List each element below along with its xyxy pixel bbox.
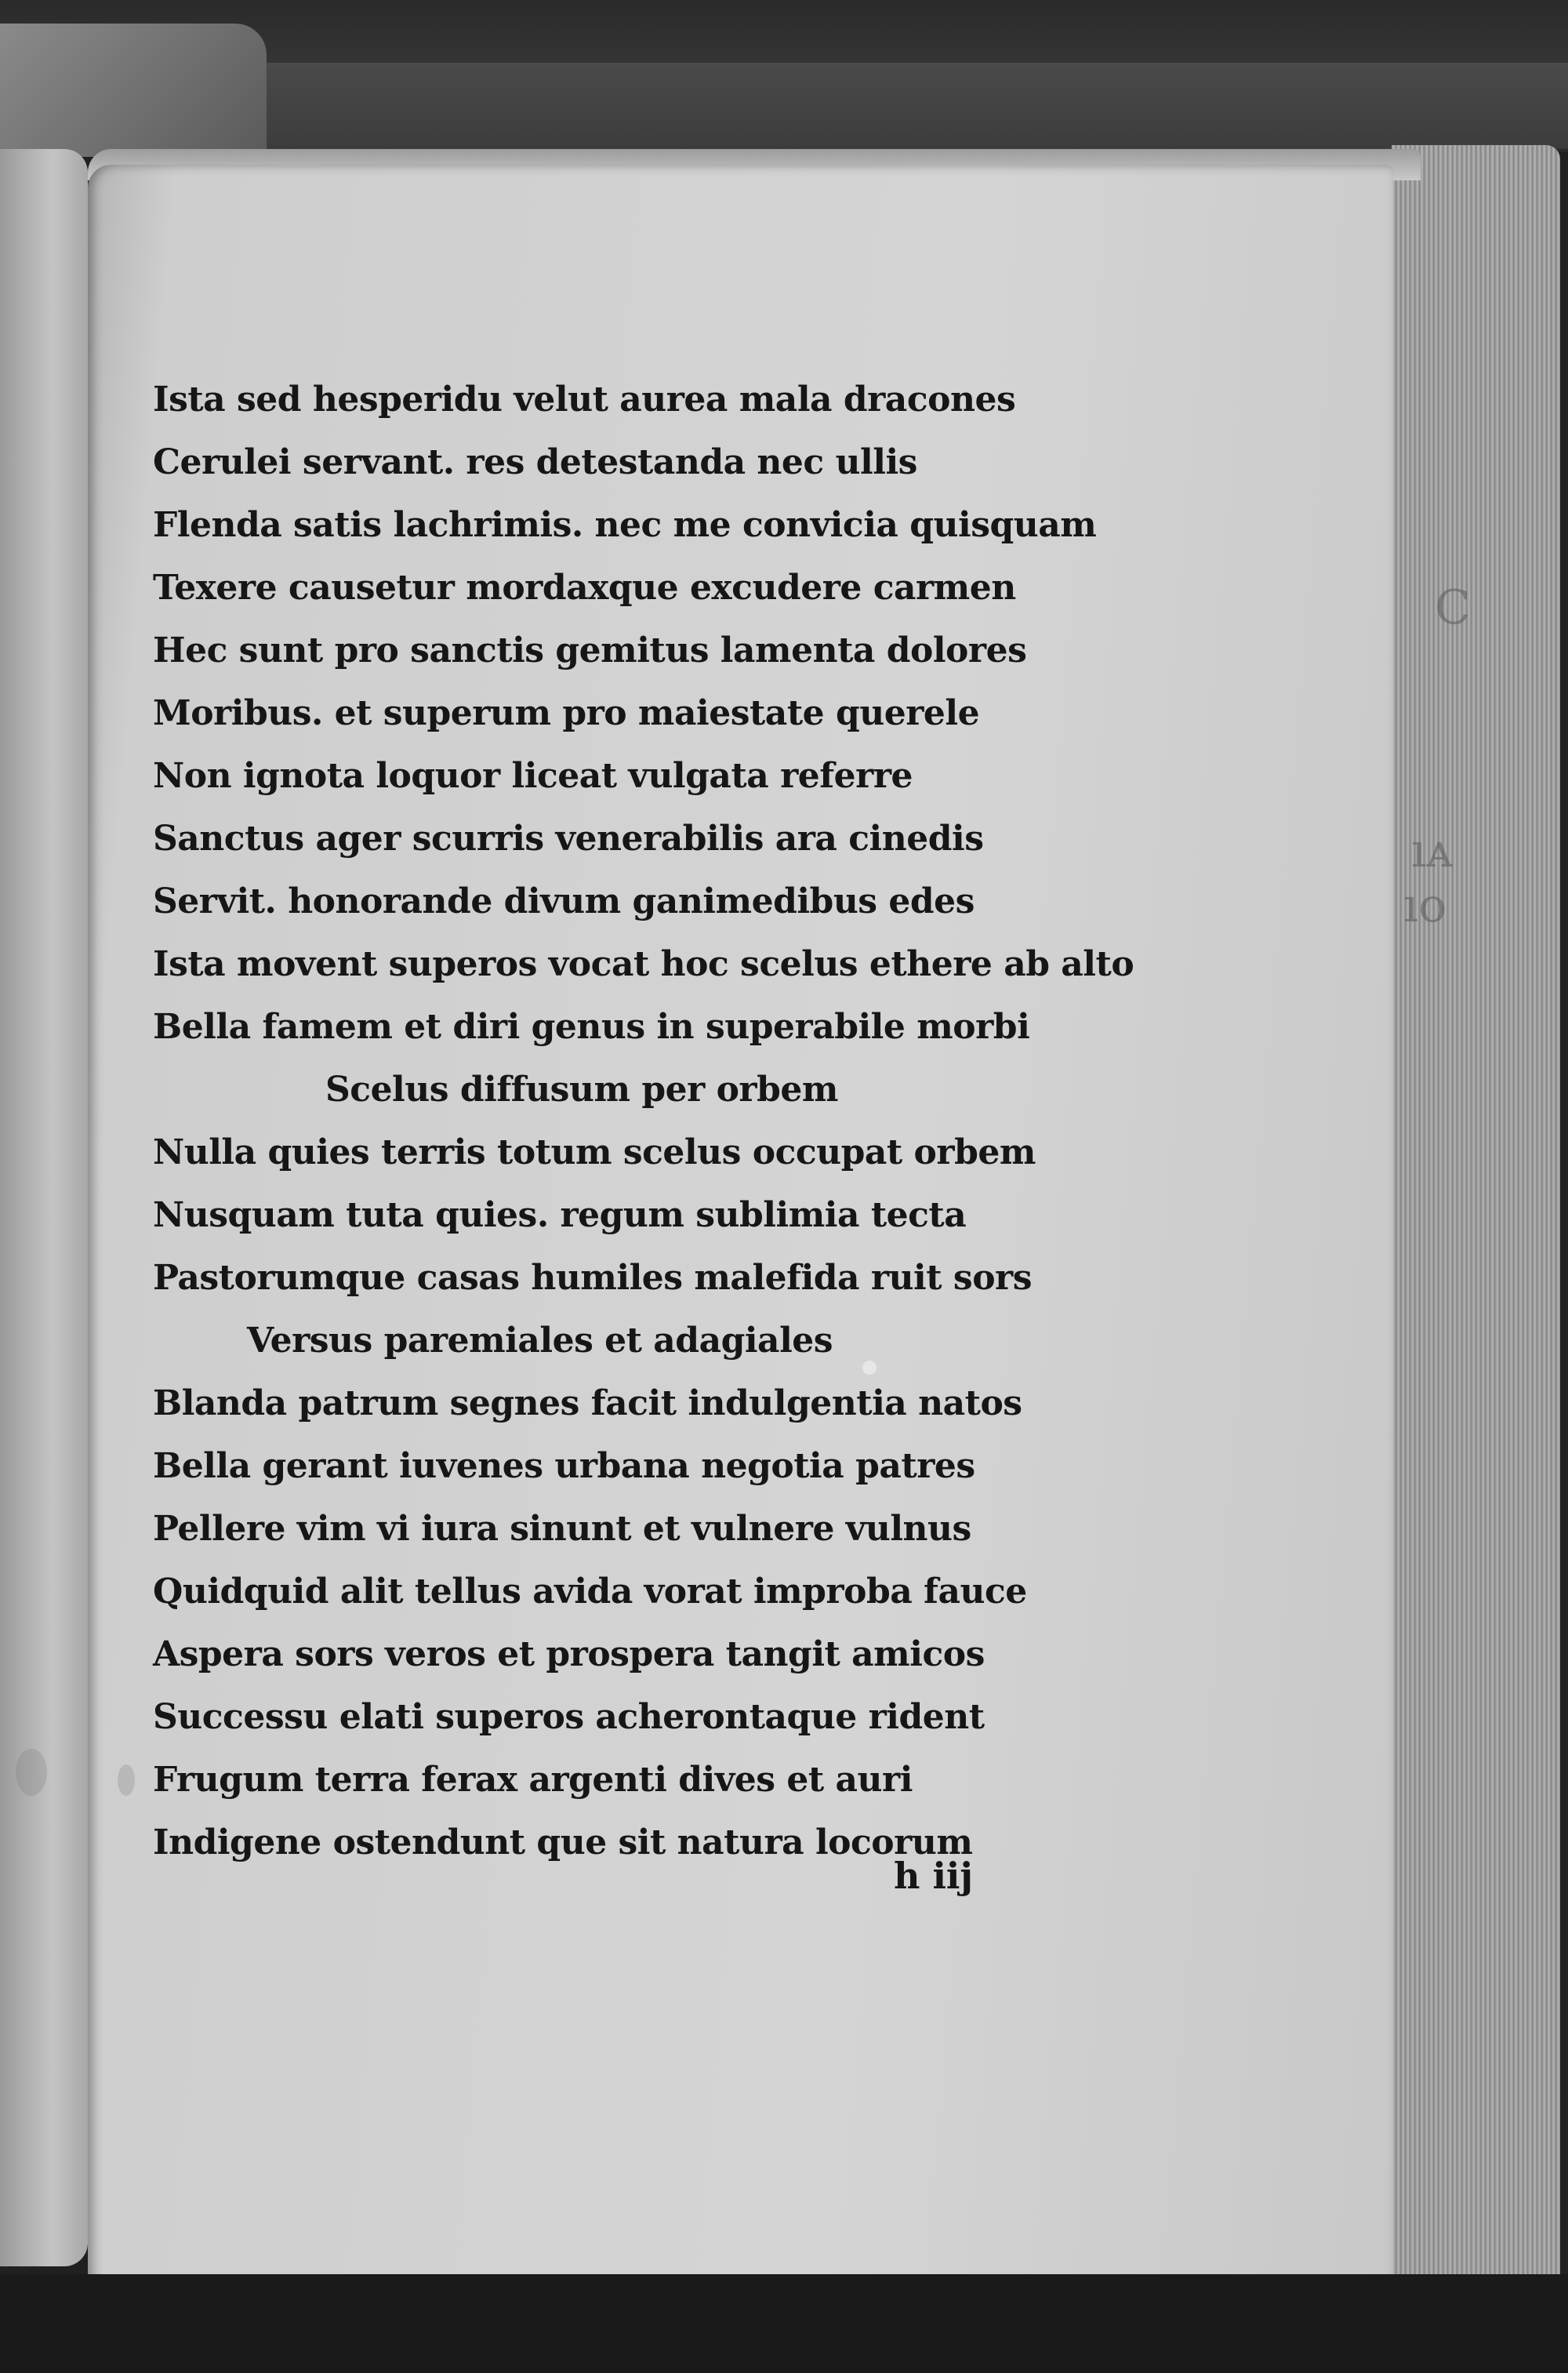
verse-line: Aspera sors veros et prospera tangit amicos [153, 1634, 985, 1674]
verse-line: Cerulei servant. res detestanda nec ullis [153, 442, 917, 482]
poem-text [153, 369, 1134, 1874]
verse-line: Ista sed hesperidu velut aurea mala dracones [153, 380, 1016, 420]
book-cover-top [235, 63, 1568, 152]
verse-line: Quidquid alit tellus avida vorat improba fauce [153, 1572, 1027, 1612]
paper-stain [118, 1764, 135, 1796]
verse-line: Non ignota loquor liceat vulgata referre [153, 756, 913, 796]
paper-stain [16, 1749, 47, 1796]
verse-line: Pastorumque casas humiles malefida ruit sors [153, 1258, 1032, 1298]
verse-line: Moribus. et superum pro maiestate querele [153, 693, 980, 733]
verse-line: Texere causetur mordaxque excudere carmen [153, 568, 1016, 608]
left-page-edge [0, 149, 88, 2266]
verse-line: Sanctus ager scurris venerabilis ara cinedis [153, 819, 984, 859]
verse-line: Successu elati superos acherontaque rident [153, 1697, 985, 1737]
verse-line: Nusquam tuta quies. regum sublimia tecta [153, 1195, 967, 1235]
verse-line: Ista movent superos vocat hoc scelus ethere ab alto [153, 944, 1134, 984]
book-cover-corner [0, 24, 267, 157]
section-heading: Scelus diffusum per orbem [325, 1070, 838, 1110]
verse-line: Pellere vim vi iura sinunt et vulnere vulnus [153, 1509, 971, 1549]
verse-line: Nulla quies terris totum scelus occupat orbem [153, 1132, 1036, 1172]
verse-line: Bella famem et diri genus in superabile morbi [153, 1007, 1030, 1047]
backdrop-bottom [0, 2274, 1568, 2373]
verse-line: Flenda satis lachrimis. nec me convicia quisquam [153, 505, 1097, 545]
page-fore-edges [1392, 145, 1560, 2302]
signature-mark: h iij [894, 1855, 974, 1897]
section-heading: Versus paremiales et adagiales [247, 1321, 833, 1361]
bleed-through-mark: ıo [1403, 878, 1447, 933]
verse-line: Blanda patrum segnes facit indulgentia natos [153, 1383, 1022, 1423]
verse-line: Servit. honorande divum ganimedibus edes [153, 881, 975, 921]
bleed-through-mark: C [1435, 580, 1471, 635]
bleed-through-mark: ıᴀ [1411, 823, 1454, 878]
verse-line: Hec sunt pro sanctis gemitus lamenta dolores [153, 630, 1027, 670]
verse-line: Bella gerant iuvenes urbana negotia patres [153, 1446, 975, 1486]
verse-line: Indigene ostendunt que sit natura locorum [153, 1822, 973, 1862]
verse-line: Frugum terra ferax argenti dives et auri [153, 1760, 913, 1800]
